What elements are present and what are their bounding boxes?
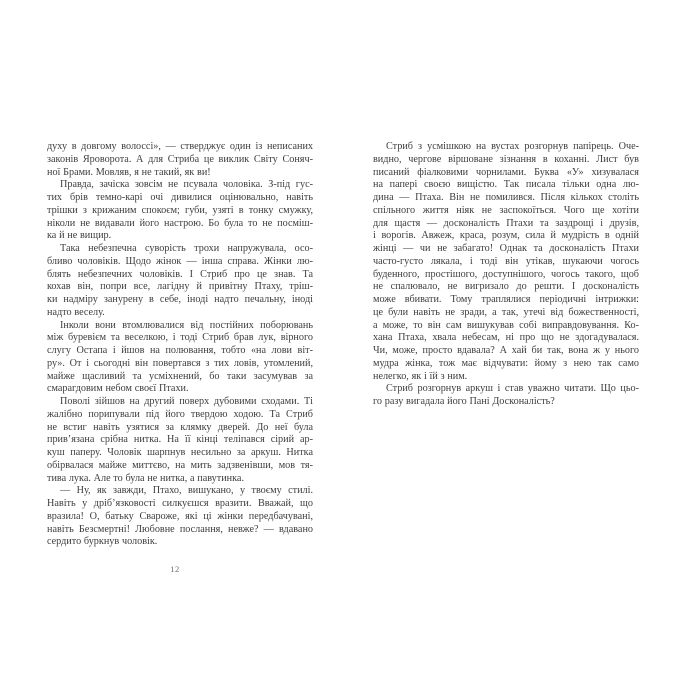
text-line: жалібно порипували під його твердою ходою. Та Стриб — [47, 408, 313, 420]
text-line: хана Птаха, хвала небесам, ні про що не здогадувалася. — [373, 332, 639, 344]
text-line: може вбивати. Тому траплялися періодичні інтрижки: — [373, 294, 639, 305]
text-line: — Ну, як завжди, Птахо, вишукано, у твоєму стилі. — [60, 485, 313, 497]
text-line: законів Яроворота. А для Стриба це виклик Світу Соняч- — [47, 153, 313, 165]
text-line: тива лука. Але то була не нитка, а павутинка. — [47, 472, 245, 484]
text-line: трішки з крижаним спокоєм; губи, узяті в тонку смужку, — [47, 204, 313, 216]
text-line: не спалювало, не вигризало до решти. І досконалість — [373, 281, 639, 293]
text-line: спільного життя ніяк не заспокоїться. Чого ще хотіти — [373, 204, 639, 216]
text-line: на папері своєю вищістю. Так писала тільки одна лю- — [373, 179, 639, 191]
paragraph — [47, 320, 313, 397]
text-line: ної Брами. Мовляв, я не такий, як ви! — [47, 166, 211, 178]
text-line: Стриб з усмішкою на вустах розгорнув папірець. Оче- — [386, 141, 639, 152]
text-line: не встиг навіть узятися за клямку дверей. До неї була — [47, 421, 313, 433]
text-line: Чи, може, просто вдавала? А хай би так, вона ж у нього — [373, 345, 639, 356]
text-line: ніколи не видавали його настрою. Бо була то не посміш- — [47, 217, 313, 229]
text-line: мудра жінка, тож має відчувати: йому з нею так само — [373, 357, 639, 369]
text-line: обірвалася майже миттєво, на мить задзвенівши, мов тя- — [47, 459, 313, 471]
text-line: писаний фіалковими чорнилами. Буква «У» хизувалася — [373, 166, 639, 178]
page-number: 12 — [170, 564, 180, 574]
text-line: дина — Птаха. Він не помилився. Після кількох століть — [373, 192, 639, 203]
text-line: прив’язана срібна нитка. На її кінці теліпався сірий ар- — [47, 434, 313, 446]
text-line: Поволі зійшов на другий поверх дубовими сходами. Ті — [60, 396, 313, 407]
text-line: жінці — чи не забагато! Однак та досконалість Птахи — [373, 243, 639, 254]
text-line: і ворогів. Авжеж, краса, розум, сила й мудрість в одній — [373, 230, 639, 242]
text-line: а може, то він сам вишукував собі виправдовування. Ко- — [373, 319, 639, 331]
text-line: смарагдовим небом своєї Птахи. — [47, 383, 189, 395]
text-line: для щастя — досконалість Птахи та заздрощі і друзів, — [373, 217, 639, 229]
right-page-text-column — [373, 141, 639, 409]
text-line: ру». От і сьогодні він повертався з тих ловів, утомлений, — [47, 357, 313, 369]
left-page-text-column — [47, 141, 313, 549]
text-line: Інколи вони втомлювалися від постійних поборювань — [60, 319, 313, 331]
text-line: Така небезпечна суворість трохи напружувала, осо- — [60, 243, 313, 254]
text-line: Правда, зачіска зовсім не псувала чоловіка. З-під гус- — [60, 179, 313, 191]
text-line: кохав він, попри все, лагідну й привітну Птаху, тріш- — [47, 281, 313, 293]
text-line: го разу вигадала його Пані Досконалість? — [373, 396, 555, 407]
text-line: блять небезпечних чоловіків. І Стриб про це знав. Та — [47, 268, 313, 280]
text-line: між буревієм та веселкою, і тоді Стриб брав лук, вірного — [47, 332, 313, 344]
text-line: ки надміру занурену в себе, іноді надто печальну, іноді — [47, 294, 313, 305]
text-line: часто-густо лякала, і тоді він утікав, шукаючи чогось — [373, 255, 639, 267]
text-line: тих брів темно-карі очі дивилися оцінювально, навіть — [47, 192, 313, 203]
text-line: навіть Безсмертні! Любовне послання, невже? — вдавано — [47, 523, 313, 535]
text-line: нелегко, як і їй з ним. — [373, 370, 468, 382]
text-line: ка й не вищир. — [47, 230, 112, 242]
text-line: духу в довгому волоссі», — стверджує один із неписаних — [47, 141, 313, 152]
paragraph — [47, 485, 313, 549]
text-line: Стриб розгорнув аркуш і став уважно читати. Що цьо- — [386, 383, 639, 395]
paragraph — [47, 243, 313, 320]
text-line: слугу Остапа і йшов на полювання, тобто «на лови віт- — [47, 345, 313, 356]
text-line: вразила! О, батьку Свароже, які ці жінки передбачувані, — [47, 510, 313, 522]
text-line: сердито буркнув чоловік. — [47, 536, 158, 548]
text-line: майже щасливий та усміхнений, бо таки засумував за — [47, 370, 313, 382]
paragraph — [373, 141, 639, 383]
paragraph — [47, 179, 313, 243]
text-line: це були навіть не зради, а так, утечі від божественності, — [373, 306, 639, 318]
paragraph — [47, 396, 313, 485]
text-line: буденного, простішого, доступнішого, чогось такого, щоб — [373, 268, 639, 280]
paragraph — [47, 141, 313, 179]
text-line: бливо чоловіків. Щодо жінок — інша справа. Жінки лю- — [47, 255, 313, 267]
text-line: Навіть у дріб’язковості силкуєшся вразити. Вважай, що — [47, 498, 313, 509]
paragraph — [373, 383, 639, 409]
text-line: куш паперу. Чоловік шарпнув несильно за аркуш. Нитка — [47, 447, 313, 458]
text-line: надто веселу. — [47, 306, 105, 318]
text-line: видно, чергове віршоване зізнання в коханні. Лист був — [373, 153, 639, 165]
